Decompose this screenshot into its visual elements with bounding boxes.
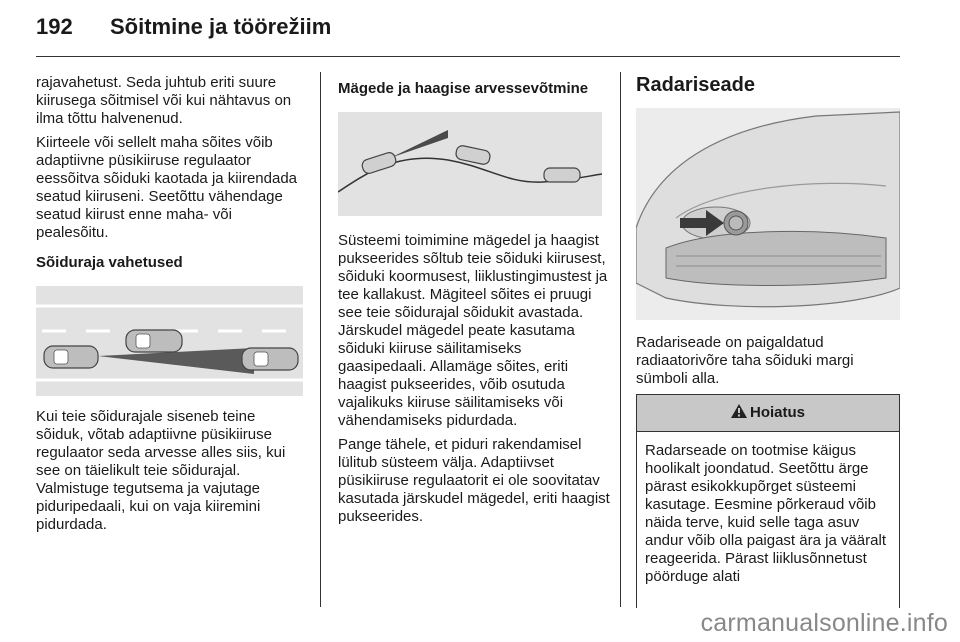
radar-location-illustration [636,108,900,320]
col1-paragraph-2: Kiirteele või sellelt maha sõites võib adaptiivne püsikiiruse regulaator eessõitva sõiduki kaotada ja kiirendada seatud kiiruseni. Seetõttu vähendage seatud kiirust enne maha- või pealesõitu. [36,134,297,241]
col1-heading: Sõiduraja vahetused [36,254,183,271]
column-divider-1 [320,72,321,607]
warning-box [636,394,900,608]
hill-driving-illustration [338,112,602,216]
warning-title-bar [637,395,899,432]
header-rule [36,56,900,57]
col2-paragraph-2: Pange tähele, et piduri rakendamisel lülitub süsteem välja. Adaptiivset püsikiiruse regulaatorit ei ole soovitatav kasutada järskudel mägedel, eriti haagist pukseerides. [338,436,610,525]
column-1 [36,74,306,540]
car-front-svg [636,108,900,320]
col1-paragraph-1: rajavahetust. Seda juhtub eriti suure kiirusega sõitmisel või kui nähtavus on ilma tõttu halvenenud. [36,74,292,127]
page-header [36,14,331,40]
page-number: 192 [36,14,73,39]
hill-driving-svg [338,112,602,216]
lane-change-illustration [36,286,303,396]
col2-paragraph-1: Süsteemi toimimine mägedel ja haagist pukseerides sõltub teie sõiduki kiirusest, sõiduki koormusest, liiklustingimustest ja tee kallakust. Mägiteel sõites ei pruugi see teie sõidurajal sõidukit avastada. Järskudel mägedel peate kasutama sõiduki kiiruse säilitamiseks gaasipedaali. Allamäge sõites, eriti haagist pukseerides, võib osutuda vajalikuks kiiruse säilitamiseks või vähendamiseks pidurdada. [338,232,608,429]
warning-title: Hoiatus [749,404,805,421]
col1-paragraph-3: Kui teie sõidurajale siseneb teine sõiduk, võtab adaptiivne püsikiiruse regulaator seda arvesse alles siis, kui see on täielikult teie sõidurajal. Valmistuge tegutsema ja vajutage piduripedaali, kui on vaja kiiremini pidurdada. [36,408,286,533]
col3-paragraph-1: Radariseade on paigaldatud radiaatorivõre taha sõiduki margi sümboli alla. [636,334,854,387]
warning-text: Radarseade on tootmise käigus hoolikalt joondatud. Seetõttu ärge pärast esikokkupõrget süsteemi kasutage. Eesmine põrkeraud võib näida terve, kuid selle taga asuv andur võib olla paigast ära ja vääralt reageerida. Pärast liiklusõnnetust pöörduge alati [645,442,886,585]
column-2 [338,74,610,532]
warning-triangle-icon [731,396,747,410]
lane-change-svg [36,286,303,396]
col3-heading: Radariseade [636,74,755,96]
col2-heading: Mägede ja haagise arvessevõtmine [338,80,589,97]
page-title: Sõitmine ja töörežiim [110,14,332,39]
column-3 [636,74,904,394]
column-divider-2 [620,72,621,607]
watermark: carmanualsonline.info [700,609,948,637]
